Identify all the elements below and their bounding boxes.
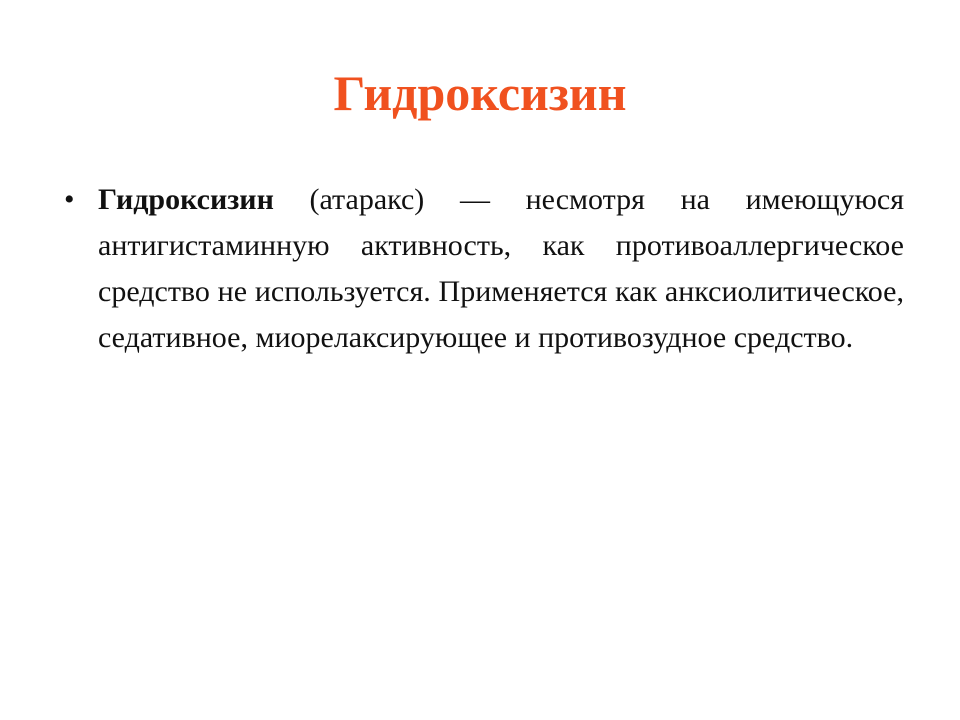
bullet-text: (атаракс) — несмотря на имеющуюся антигистаминную активность, как противоаллергическое средство не используется. Применяется как анксиолитическое, седативное, миорелаксирующее и противозудное средство. bbox=[98, 183, 904, 354]
bullet-list bbox=[64, 177, 904, 361]
bullet-lead-term: Гидроксизин bbox=[98, 183, 274, 216]
bullet-item bbox=[64, 177, 904, 361]
slide-title: Гидроксизин bbox=[333, 65, 627, 121]
bullet-marker: • bbox=[64, 183, 75, 216]
